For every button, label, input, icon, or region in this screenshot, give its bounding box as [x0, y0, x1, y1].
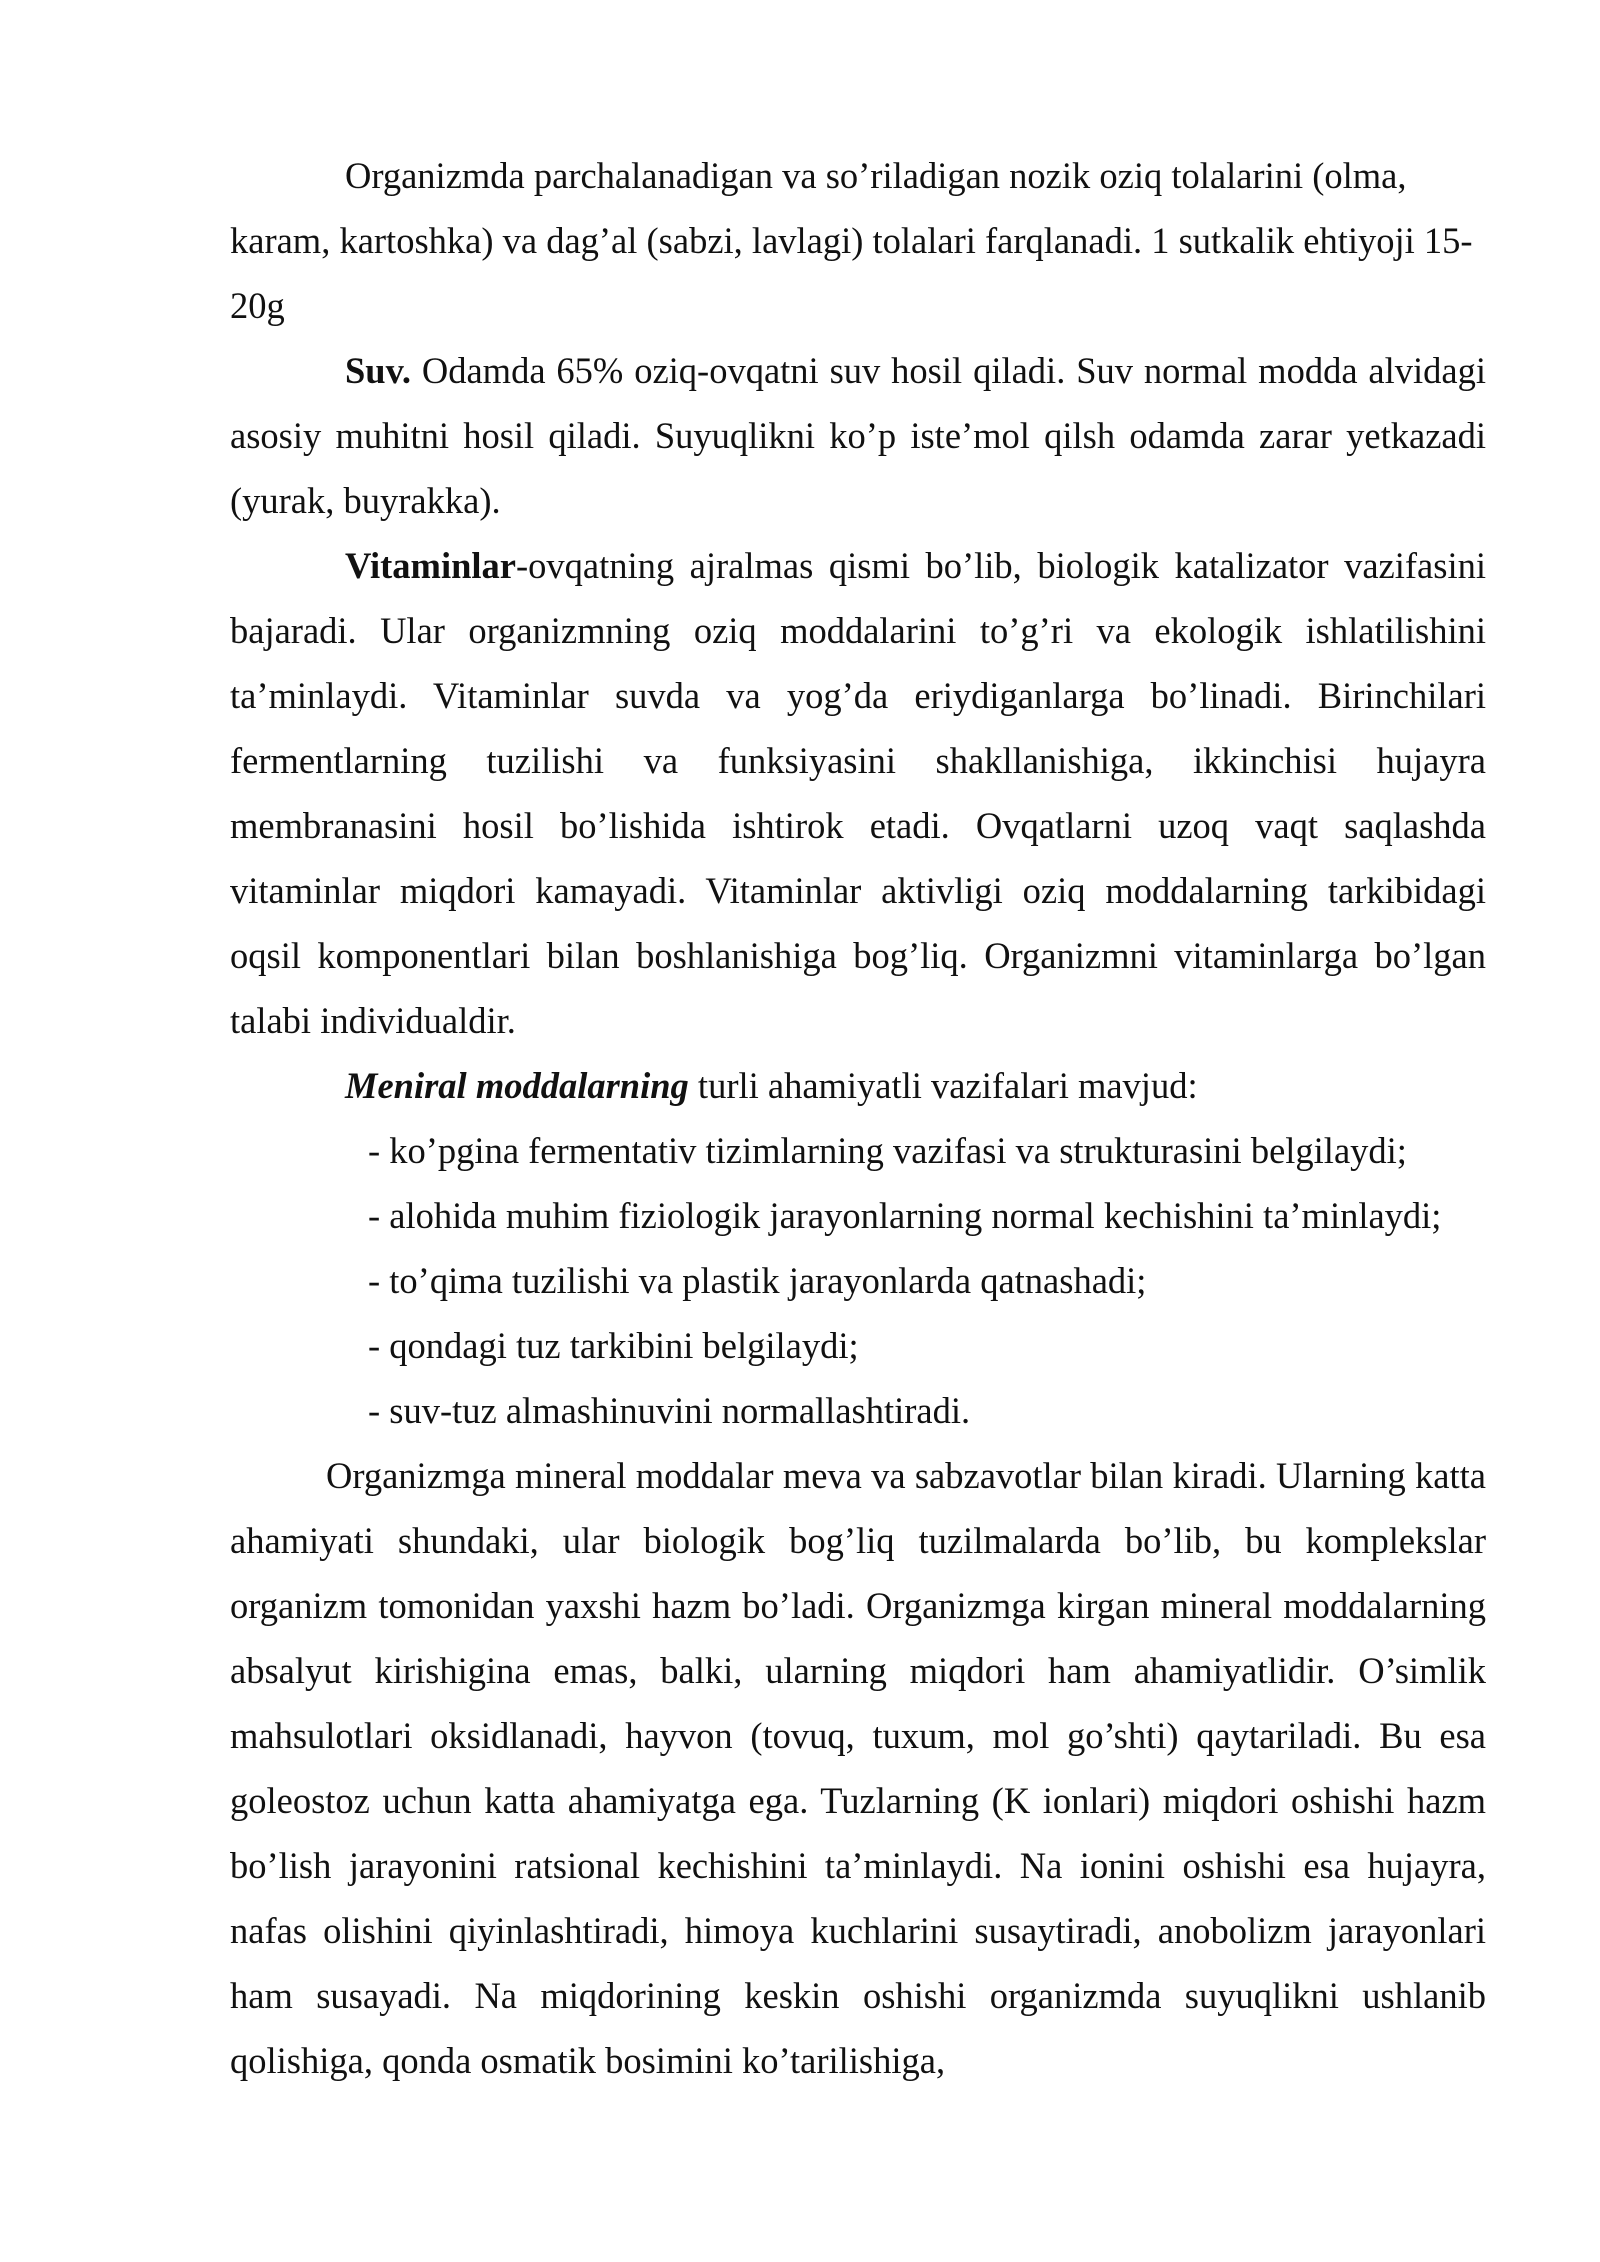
list-item: - qondagi tuz tarkibini belgilaydi;	[368, 1325, 859, 1366]
paragraph-water-text: Odamda 65% oziq-ovqatni suv hosil qiladi. Suv normal modda alvidagi asosiy muhitni hosil qiladi. Suyuqlikni ko’p iste’mol qilsh odamda zarar yetkazadi (yurak, buyrakka).	[230, 350, 1486, 521]
heading-vitamins: Vitaminlar	[345, 545, 516, 586]
list-item: - ko’pgina fermentativ tizimlarning vazifasi va strukturasini belgilaydi;	[368, 1130, 1407, 1171]
paragraph-water	[230, 338, 1486, 533]
heading-water: Suv.	[345, 350, 411, 391]
paragraph-minerals-body	[230, 1443, 1486, 2093]
minerals-function-list	[230, 1118, 1486, 1443]
paragraph-minerals-body-text: Organizmga mineral moddalar meva va sabzavotlar bilan kiradi. Ularning katta ahamiyati shundaki, ular biologik bog’liq tuzilmalarda bo’lib, bu komplekslar organizm tomonidan yaxshi hazm bo’ladi. Organizmga kirgan mineral moddalarning absalyut kirishigina emas, balki, ularning miqdori ham ahamiyatlidir. O’simlik mahsulotlari oksidlanadi, hayvon (tovuq, tuxum, mol go’shti) qaytariladi. Bu esa goleostoz uchun katta ahamiyatga ega. Tuzlarning (K ionlari) miqdori oshishi hazm bo’lish jarayonini ratsional kechishini ta’minlaydi. Na ionini oshishi esa hujayra, nafas olishini qiyinlashtiradi, himoya kuchlarini susaytiradi, anobolizm jarayonlari ham susayadi. Na miqdorining keskin oshishi organizmda suyuqlikni ushlanib qolishiga, qonda osmatik bosimini ko’tarilishiga,	[230, 1455, 1486, 2081]
paragraph-fiber-text: Organizmda parchalanadigan va so’riladigan nozik oziq tolalarini (olma, karam, kartoshka) va dag’al (sabzi, lavlagi) tolalari farqlanadi. 1 sutkalik ehtiyoji 15-20g	[230, 155, 1473, 326]
paragraph-fiber	[230, 143, 1486, 338]
document-page	[230, 143, 1486, 2093]
list-item: - to’qima tuzilishi va plastik jarayonlarda qatnashadi;	[368, 1260, 1147, 1301]
paragraph-vitamins	[230, 533, 1486, 1053]
paragraph-minerals-intro	[230, 1053, 1486, 1118]
heading-minerals: Meniral moddalarning	[345, 1065, 689, 1106]
paragraph-minerals-intro-text: turli ahamiyatli vazifalari mavjud:	[688, 1065, 1198, 1106]
list-item: - suv-tuz almashinuvini normallashtiradi.	[368, 1390, 971, 1431]
paragraph-vitamins-text: -ovqatning ajralmas qismi bo’lib, biologik katalizator vazifasini bajaradi. Ular organizmning oziq moddalarini to’g’ri va ekologik ishlatilishini ta’minlaydi. Vitaminlar suvda va yog’da eriydiganlarga bo’linadi. Birinchilari fermentlarning tuzilishi va funksiyasini shakllanishiga, ikkinchisi hujayra membranasini hosil bo’lishida ishtirok etadi. Ovqatlarni uzoq vaqt saqlashda vitaminlar miqdori kamayadi. Vitaminlar aktivligi oziq moddalarning tarkibidagi oqsil komponentlari bilan boshlanishiga bog’liq. Organizmni vitaminlarga bo’lgan talabi individualdir.	[230, 545, 1486, 1041]
list-item: - alohida muhim fiziologik jarayonlarning normal kechishini ta’minlaydi;	[368, 1195, 1442, 1236]
